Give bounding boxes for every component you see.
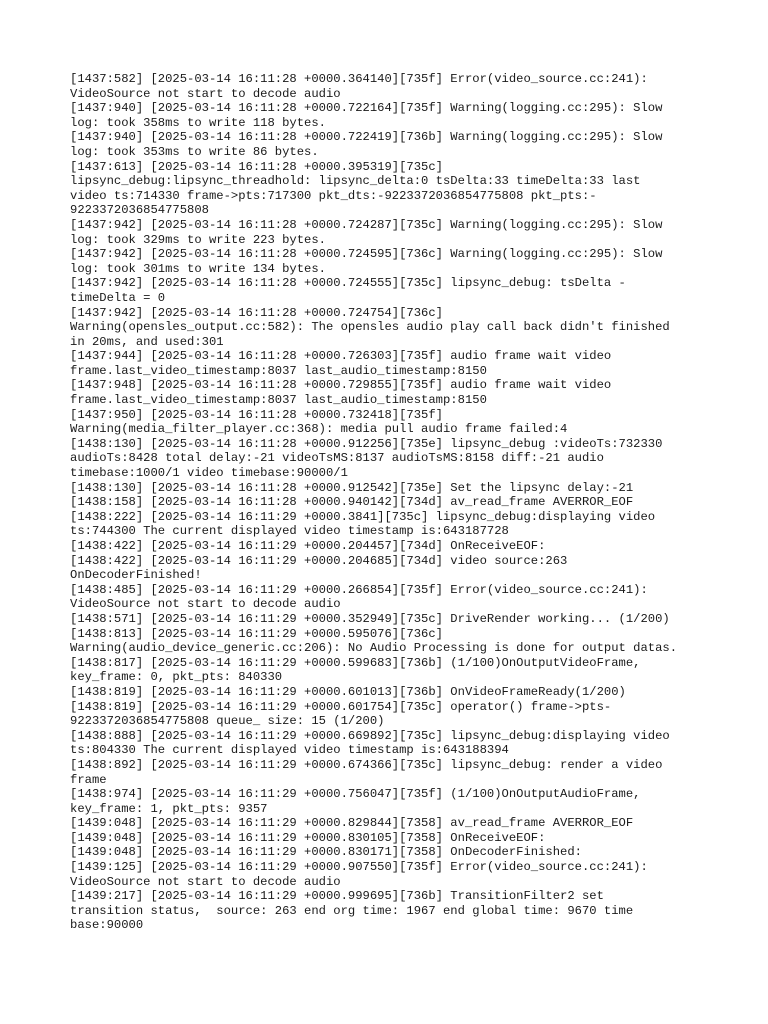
log-entry: [1437:613] [2025-03-14 16:11:28 +0000.395319][735c] lipsync_debug:lipsync_threadhold: lipsync_delta:0 tsDelta:33 timeDelta:33 last video ts:714330 frame->pts:717300 pkt_dts:-9223372036854775808 pkt_pts:- 9223372036854775808 — [70, 159, 641, 218]
log-entry: [1439:048] [2025-03-14 16:11:29 +0000.829844][7358] av_read_frame AVERROR_EOF — [70, 816, 634, 831]
log-entry: [1438:422] [2025-03-14 16:11:29 +0000.204457][734d] OnReceiveEOF: — [70, 539, 546, 553]
log-entry: [1437:942] [2025-03-14 16:11:28 +0000.724555][735c] lipsync_debug: tsDelta - timeDelta = 0 — [70, 276, 626, 305]
log-entry: [1439:125] [2025-03-14 16:11:29 +0000.907550][735f] Error(video_source.cc:241): VideoSource not start to decode audio — [70, 860, 648, 889]
log-entry: [1438:485] [2025-03-14 16:11:29 +0000.266854][735f] Error(video_source.cc:241): VideoSource not start to decode audio — [70, 582, 648, 612]
log-entry: [1437:940] [2025-03-14 16:11:28 +0000.722164][735f] Warning(logging.cc:295): Slow log: took 358ms to write 118 bytes. — [70, 101, 663, 130]
log-entry: [1439:048] [2025-03-14 16:11:29 +0000.830105][7358] OnReceiveEOF: — [70, 830, 546, 845]
log-entry: [1438:974] [2025-03-14 16:11:29 +0000.756047][735f] (1/100)OnOutputAudioFrame, key_frame: 1, pkt_pts: 9357 — [70, 787, 641, 816]
log-entry: [1438:222] [2025-03-14 16:11:29 +0000.3841][735c] lipsync_debug:displaying video ts:744300 The current displayed video timestamp is:643187728 — [70, 509, 656, 539]
log-entry: [1438:422] [2025-03-14 16:11:29 +0000.204685][734d] video source:263 OnDecoderFinished! — [70, 553, 568, 583]
log-entry: [1438:130] [2025-03-14 16:11:28 +0000.912542][735e] Set the lipsync delay:-21 — [70, 480, 634, 495]
log-entry: [1438:813] [2025-03-14 16:11:29 +0000.595076][736c] Warning(audio_device_generic.cc:206): No Audio Processing is done for output datas. — [70, 626, 678, 656]
log-entry: [1437:940] [2025-03-14 16:11:28 +0000.722419][736b] Warning(logging.cc:295): Slow log: took 353ms to write 86 bytes. — [70, 130, 663, 159]
log-entry: [1437:942] [2025-03-14 16:11:28 +0000.724754][736c] Warning(opensles_output.cc:582): The opensles audio play call back didn't finished in 20ms, and used:301 — [70, 305, 670, 349]
log-entry: [1438:819] [2025-03-14 16:11:29 +0000.601013][736b] OnVideoFrameReady(1/200) — [70, 684, 626, 699]
log-entry: [1437:948] [2025-03-14 16:11:28 +0000.729855][735f] audio frame wait video frame.last_video_timestamp:8037 last_audio_timestamp:8150 — [70, 378, 612, 408]
log-entry: [1439:048] [2025-03-14 16:11:29 +0000.830171][7358] OnDecoderFinished: — [70, 845, 582, 860]
log-entry: [1438:158] [2025-03-14 16:11:28 +0000.940142][734d] av_read_frame AVERROR_EOF — [70, 495, 634, 510]
log-entry: [1438:817] [2025-03-14 16:11:29 +0000.599683][736b] (1/100)OnOutputVideoFrame, key_frame: 0, pkt_pts: 840330 — [70, 655, 641, 685]
log-entry: [1437:950] [2025-03-14 16:11:28 +0000.732418][735f] Warning(media_filter_player.cc:368): media pull audio frame failed:4 — [70, 407, 568, 437]
log-entry: [1439:217] [2025-03-14 16:11:29 +0000.999695][736b] TransitionFilter2 set transition status, source: 263 end org time: 1967 end global time: 9670 time base:90000 — [70, 889, 634, 933]
log-entry: [1438:888] [2025-03-14 16:11:29 +0000.669892][735c] lipsync_debug:displaying video ts:804330 The current displayed video timestamp is:643188394 — [70, 728, 670, 758]
log-entry: [1438:892] [2025-03-14 16:11:29 +0000.674366][735c] lipsync_debug: render a video frame — [70, 757, 663, 787]
log-document — [70, 72, 700, 933]
log-entry: [1438:130] [2025-03-14 16:11:28 +0000.912256][735e] lipsync_debug :videoTs:732330 audioTs:8428 total delay:-21 videoTsMS:8137 audioTsMS:8158 diff:-21 audio timebase:1000/1 video timebase:90000/1 — [70, 436, 663, 481]
log-entry: [1437:582] [2025-03-14 16:11:28 +0000.364140][735f] Error(video_source.cc:241): VideoSource not start to decode audio — [70, 72, 648, 101]
log-entry: [1438:571] [2025-03-14 16:11:29 +0000.352949][735c] DriveRender working... (1/200) — [70, 611, 670, 626]
log-entry: [1438:819] [2025-03-14 16:11:29 +0000.601754][735c] operator() frame->pts- 9223372036854775808 queue_ size: 15 (1/200) — [70, 699, 612, 729]
log-entry: [1437:942] [2025-03-14 16:11:28 +0000.724287][735c] Warning(logging.cc:295): Slow log: took 329ms to write 223 bytes. — [70, 217, 663, 247]
log-entry: [1437:944] [2025-03-14 16:11:28 +0000.726303][735f] audio frame wait video frame.last_video_timestamp:8037 last_audio_timestamp:8150 — [70, 349, 612, 378]
log-entry: [1437:942] [2025-03-14 16:11:28 +0000.724595][736c] Warning(logging.cc:295): Slow log: took 301ms to write 134 bytes. — [70, 247, 663, 276]
